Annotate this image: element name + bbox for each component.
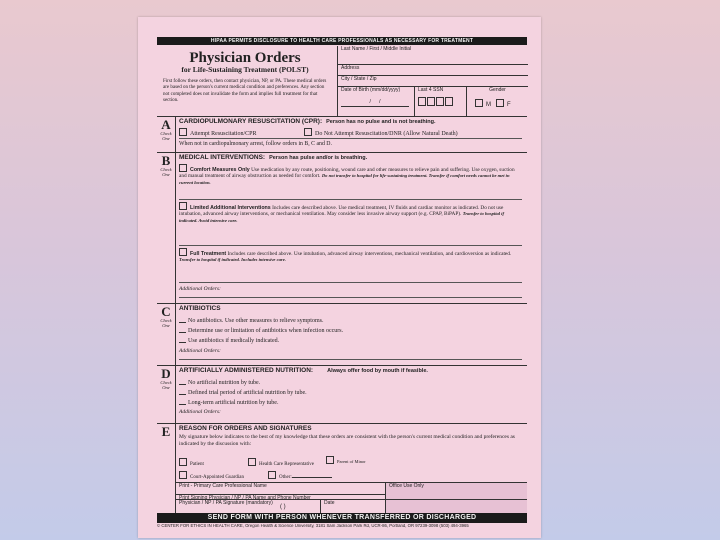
limited-text: Includes care described above. Use medical treatment, IV fluids and cardiac monitor as indicated. Do not use intubation, advanced airway interventions, or mechanical ventilation. May consider less invasive airway support (e.g. CPAP, BiPAP). [179,205,504,218]
section-a-check-one: Check One [160,131,172,141]
limited-title: Limited Additional Interventions [190,205,271,211]
cpr-dnr-checkbox[interactable] [304,128,312,136]
ssn-boxes[interactable] [418,97,454,106]
section-c-additional-orders[interactable]: Additional Orders: [179,348,221,354]
section-a-title: CARDIOPULMONARY RESUSCITATION (CPR): Person has no pulse and is not breathing. [179,118,436,125]
section-b-body [175,153,525,304]
section-c-title: ANTIBIOTICS [179,305,221,312]
comfort-text: Use medication by any route, positioning, wound care and other measures to relieve pain and suffering. Use oxygen, suction and manual treatment of airway obstruction as needed for comfort. [179,167,515,180]
nutrition-trial-option[interactable] [179,388,307,397]
comfort-note: Do not transfer to hospital for life-sustaining treatment. Transfer if comfort needs cannot be met in current location. [179,173,510,185]
address-field[interactable] [338,65,528,76]
limited-interventions-option[interactable] [179,202,522,224]
primary-care-label: Print - Primary Care Professional Name [179,483,267,489]
gender-field[interactable] [466,87,528,116]
antibiotics-determine-label: Determine use or limitation of antibiotics when infection occurs. [188,328,344,334]
city-label: City / State / Zip [341,76,377,82]
signing-physician-label: Print Signing Physician / NP / PA Name and Phone Number [179,495,311,501]
date-field[interactable] [320,500,385,514]
patient-name-field[interactable] [338,46,528,65]
discussion-other-option[interactable] [268,471,332,481]
discussion-guardian-option[interactable] [179,471,244,481]
gender-label: Gender [489,87,506,93]
antibiotics-use-label: Use antibiotics if medically indicated. [188,338,280,344]
nutrition-longterm-label: Long-term artificial nutrition by tube. [188,400,279,406]
section-d-check-one: Check One [160,380,172,390]
section-a-footnote: When not in cardiopulmonary arrest, follow orders in B, C and D. [179,141,332,147]
section-d-title: ARTIFICIALLY ADMINISTERED NUTRITION: Always offer food by mouth if feasible. [179,367,428,374]
antibiotics-use-option[interactable] [179,336,279,345]
form-header [157,46,333,116]
limited-interventions-checkbox[interactable] [179,202,187,210]
full-title: Full Treatment [190,251,227,257]
discussion-parent-option[interactable] [326,456,366,464]
full-treatment-option[interactable] [179,248,522,264]
cpr-dnr-option[interactable] [304,128,458,138]
address-label: Address [341,65,360,71]
section-b-check-one: Check One [160,167,172,177]
comfort-measures-option[interactable] [179,164,522,186]
antibiotics-use-blank[interactable] [179,336,186,343]
health-rep-label: Health Care Representative [259,462,314,467]
nutrition-longterm-blank[interactable] [179,398,186,405]
other-checkbox[interactable] [268,471,276,479]
gender-m-label: M [486,102,491,108]
section-c-body [175,304,525,366]
city-state-zip-field[interactable] [338,76,528,87]
section-d-additional-orders[interactable]: Additional Orders: [179,409,221,415]
antibiotics-none-option[interactable] [179,316,323,325]
section-c-letter: C [161,304,171,319]
patient-label: Patient [190,462,204,467]
primary-care-name-field[interactable] [175,483,385,495]
antibiotics-none-blank[interactable] [179,316,186,323]
section-b-note: Person has pulse and/or is breathing. [269,155,368,161]
nutrition-trial-label: Defined trial period of artificial nutrition by tube. [188,390,307,396]
section-e-body [175,424,525,482]
patient-checkbox[interactable] [179,458,187,466]
health-rep-checkbox[interactable] [248,458,256,466]
form-title: Physician Orders [189,50,301,66]
cpr-dnr-label: Do Not Attempt Resuscitation/DNR (Allow Natural Death) [315,131,458,137]
dob-label: Date of Birth (mm/dd/yyyy) [341,87,401,93]
comfort-measures-checkbox[interactable] [179,164,187,172]
section-a [157,116,527,153]
nutrition-none-option[interactable] [179,378,260,387]
parent-label: Parent of Minor [337,459,366,464]
nutrition-none-label: No artificial nutrition by tube. [188,380,261,386]
cpr-attempt-label: Attempt Resuscitation/CPR [190,131,257,137]
section-a-note: Person has no pulse and is not breathing. [326,119,436,125]
cpr-attempt-checkbox[interactable] [179,128,187,136]
signature-row [175,499,527,514]
polst-form [157,37,527,529]
section-b [157,152,527,304]
section-e-letter: E [161,424,171,439]
full-treatment-checkbox[interactable] [179,248,187,256]
gender-m-checkbox[interactable] [475,99,483,107]
comfort-title: Comfort Measures Only [190,167,250,173]
discussion-rep-option[interactable] [248,458,314,468]
intro-text: First follow these orders, then contact physician, NP, or PA. These medical orders are based on the person's current medical condition and preferences. Any section not completed does not invalidate the form and implies full treatment for that section. [163,79,327,103]
form-subtitle: for Life-Sustaining Treatment (POLST) [181,65,309,74]
footer-copyright: © CENTER FOR ETHICS IN HEALTH CARE, Oregon Health & Science University, 3181 Sam Jackson Park Rd, UCR-86, Portland, OR 97239-3098 (503) 494-3965 [157,524,469,528]
nutrition-none-blank[interactable] [179,378,186,385]
section-b-additional-orders[interactable]: Additional Orders: [179,286,221,292]
section-e-text: My signature below indicates to the best of my knowledge that these orders are consistent with the person's current medical condition and preferences as indicated by the discussion with: [179,434,515,447]
gender-f-checkbox[interactable] [496,99,504,107]
gender-f-label: F [507,102,511,108]
gender-options[interactable] [475,99,511,109]
section-d-letter: D [161,366,171,381]
parent-checkbox[interactable] [326,456,334,464]
other-label: Other: [279,475,292,480]
physician-signature-field[interactable] [175,500,320,514]
guardian-checkbox[interactable] [179,471,187,479]
ssn-field[interactable] [414,87,466,116]
antibiotics-determine-blank[interactable] [179,326,186,333]
send-form-banner: SEND FORM WITH PERSON WHENEVER TRANSFERRED OR DISCHARGED [157,513,527,523]
section-d [157,365,527,424]
section-c-check-one: Check One [160,318,172,328]
hipaa-banner: HIPAA PERMITS DISCLOSURE TO HEALTH CARE PROFESSIONALS AS NECESSARY FOR TREATMENT [157,37,527,45]
nutrition-trial-blank[interactable] [179,388,186,395]
section-d-body [175,366,525,424]
cpr-attempt-option[interactable] [179,128,257,138]
dob-entry-line[interactable]: / / [341,100,409,107]
nutrition-longterm-option[interactable] [179,398,278,407]
physician-signature-label: Physician / NP / PA Signature (mandatory) [179,500,273,506]
section-d-note: Always offer food by mouth if feasible. [327,368,428,374]
patient-info-block [337,46,528,116]
antibiotics-none-label: No antibiotics. Use other measures to relieve symptoms. [188,318,324,324]
section-e-title: REASON FOR ORDERS AND SIGNATURES [179,425,312,432]
section-c [157,303,527,366]
phone-parens: ( ) [280,504,286,510]
section-b-title: MEDICAL INTERVENTIONS: Person has pulse and/or is breathing. [179,154,368,161]
section-a-body [175,117,525,153]
full-note: Transfer to hospital if indicated. Includes intensive care. [179,257,286,263]
full-text: Includes care described above. Use intubation, advanced airway interventions, mechanical ventilation, and cardioversion as indicated. [227,251,512,257]
patient-name-label: Last Name / First / Middle Initial [341,46,412,52]
office-use-label: Office Use Only [389,483,424,489]
section-b-letter: B [161,153,171,168]
guardian-label: Court-Appointed Guardian [190,475,245,480]
limited-note: Transfer to hospital if indicated. Avoid intensive care. [179,211,504,223]
section-a-letter: A [161,117,171,132]
ssn-label: Last 4 SSN [418,87,444,93]
date-label: Date [324,500,335,506]
dob-field[interactable] [338,87,414,116]
discussion-patient-option[interactable] [179,458,204,468]
antibiotics-determine-option[interactable] [179,326,343,335]
